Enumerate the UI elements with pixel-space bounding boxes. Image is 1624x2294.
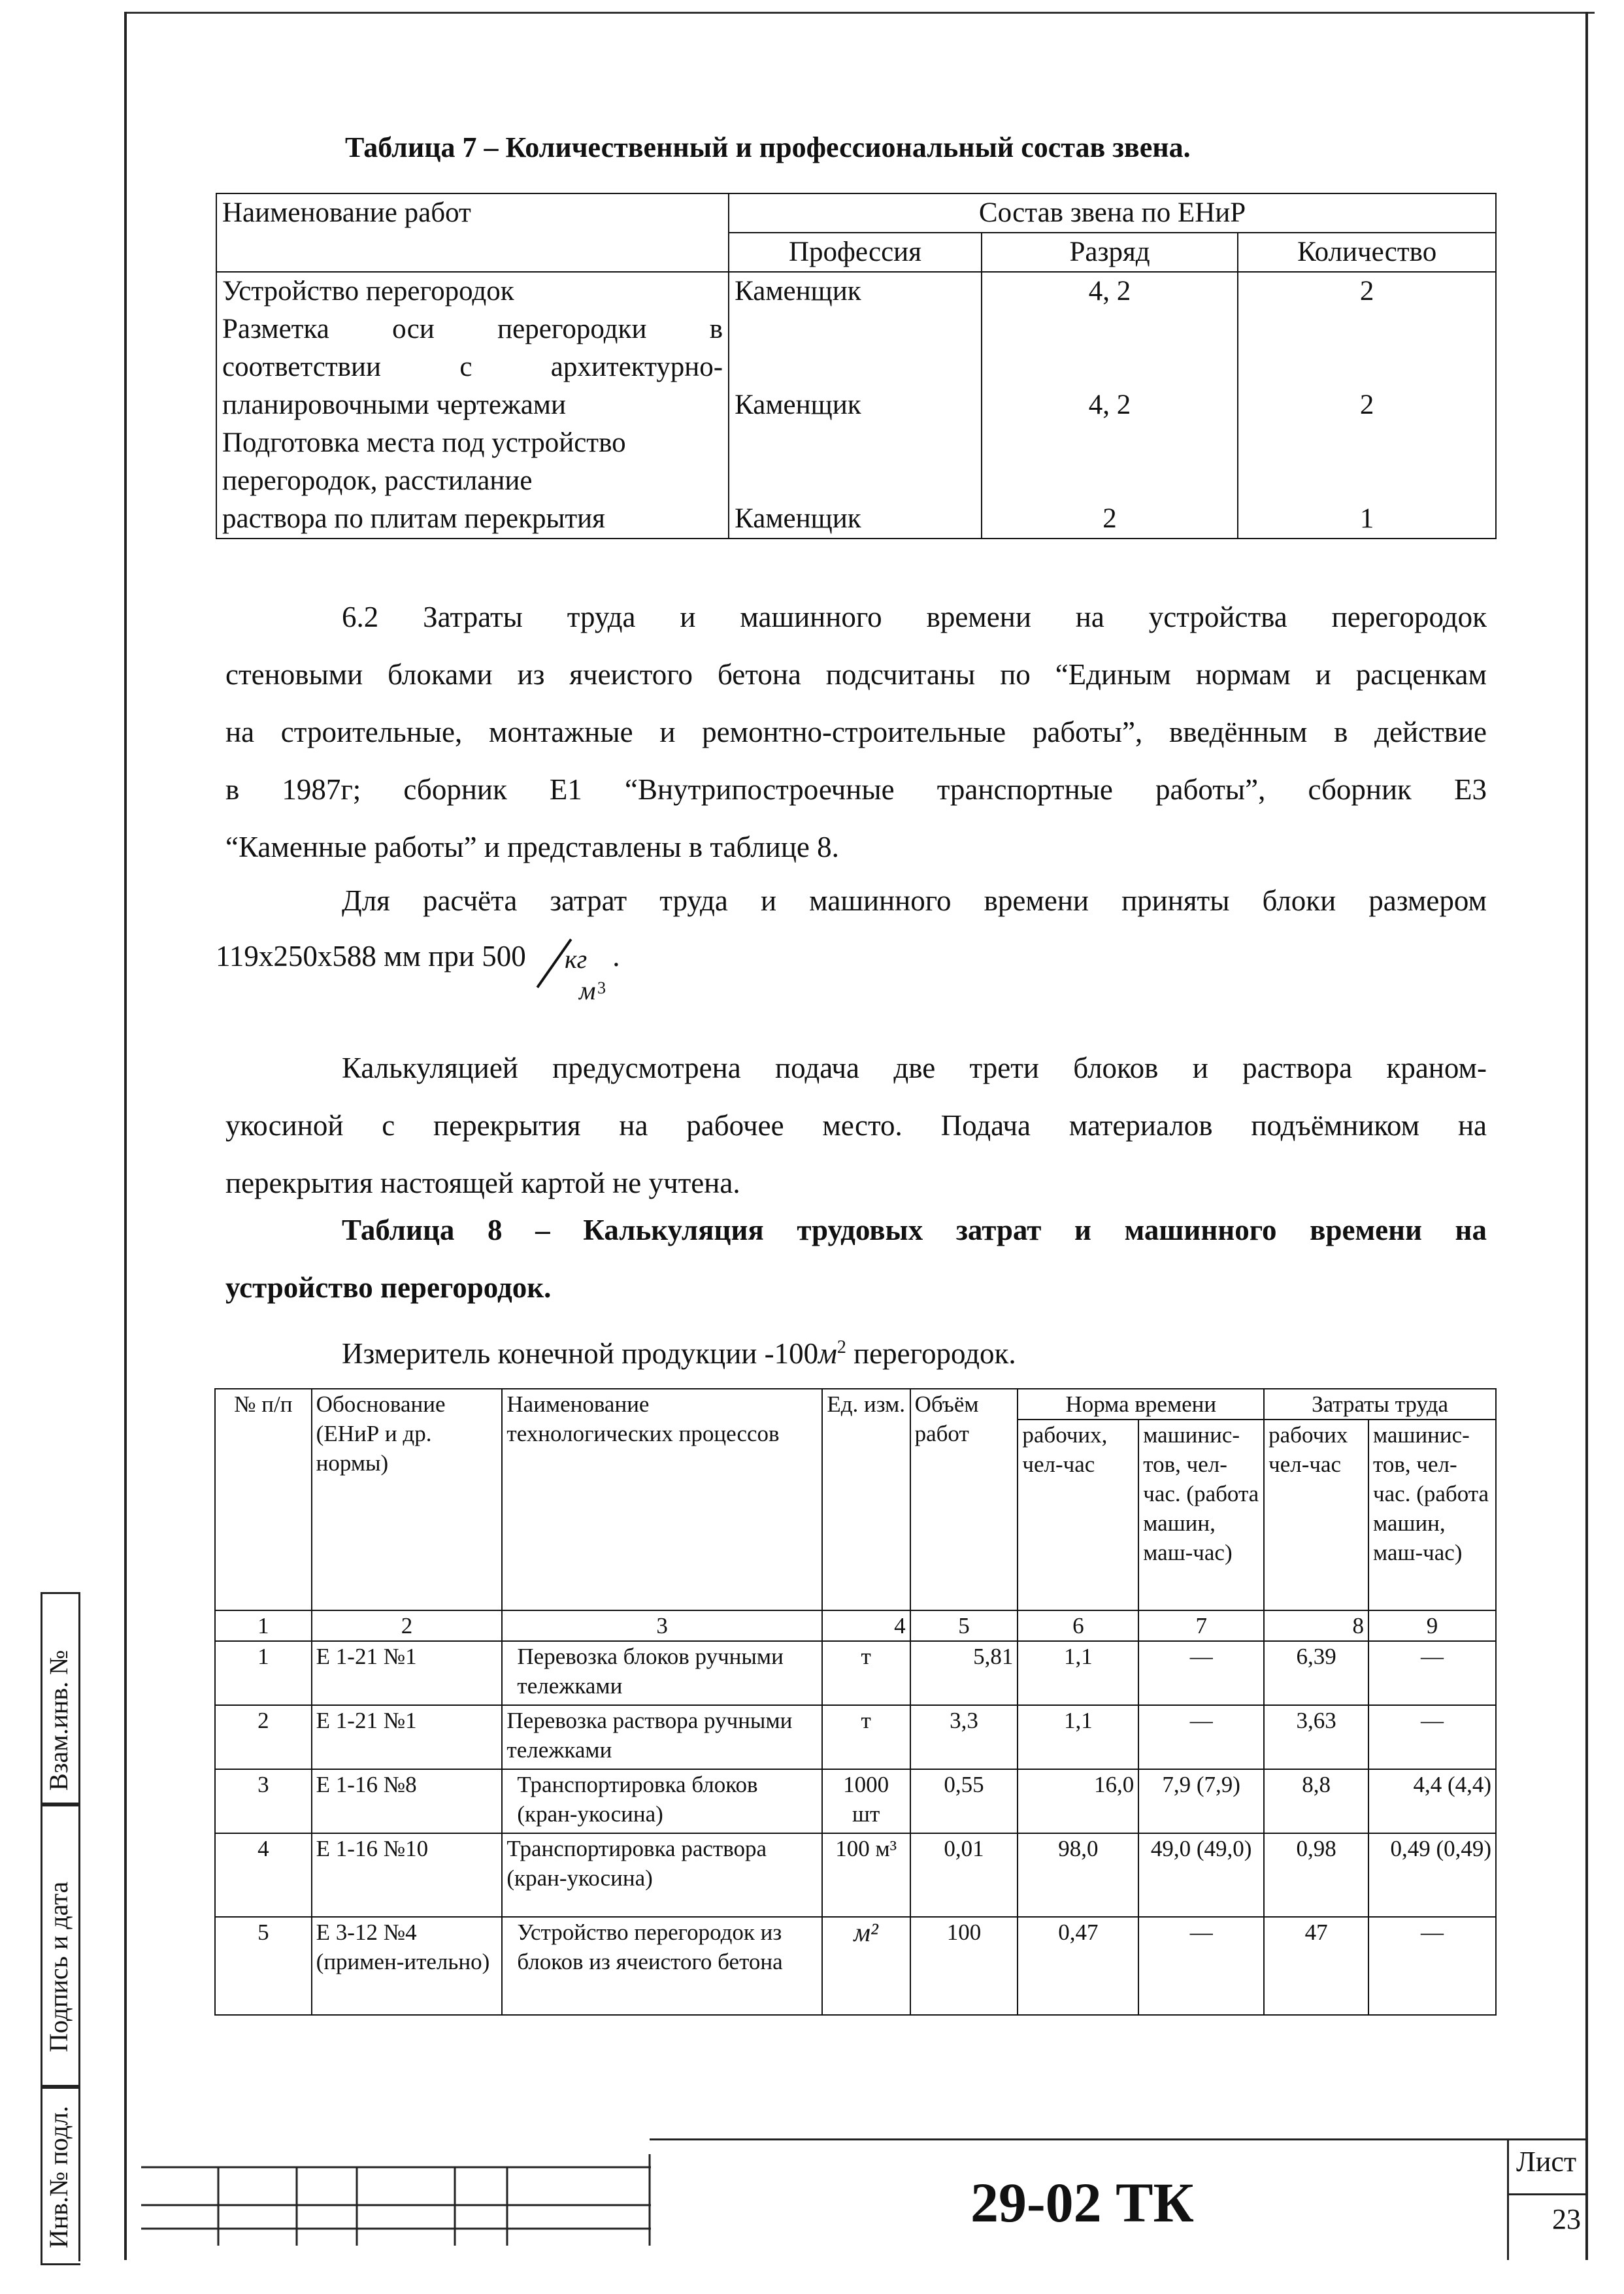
row-norm-machinists: 49,0 (49,0) [1138, 1833, 1264, 1917]
text-line: в 1987г; сборник Е1 “Внутрипостроечные транспортные работы”, сборник Е3 [225, 773, 1487, 806]
text-line: перекрытия настоящей картой не учтена. [225, 1167, 740, 1199]
row-volume: 5,81 [910, 1641, 1018, 1705]
meter-unit: м [818, 1337, 837, 1370]
row-num: 3 [215, 1769, 312, 1833]
row-cost-workers: 47 [1264, 1917, 1368, 2015]
row-name: Перевозка раствора ручными тележками [502, 1705, 821, 1769]
row-cost-workers: 8,8 [1264, 1769, 1368, 1833]
row-cost-machinists: — [1368, 1705, 1496, 1769]
row-num: 1 [215, 1641, 312, 1705]
col-number: 9 [1368, 1610, 1496, 1641]
row-basis: Е 1-21 №1 [312, 1641, 503, 1705]
table-row [215, 1705, 1496, 1769]
row-unit: т [822, 1705, 910, 1769]
table8 [214, 1388, 1497, 2016]
side-stamp-column [78, 1592, 129, 2261]
stamp-sheet-hline [1507, 2193, 1588, 2195]
unit-power: 3 [597, 978, 606, 997]
table8-title [225, 1201, 1487, 1316]
table7-head-grade: Разряд [982, 233, 1238, 272]
row-name: Устройство перегородок из блоков из ячеистого бетона [502, 1917, 821, 2015]
density-unit-fraction [533, 930, 606, 1005]
table7-head-works: Наименование работ [216, 193, 729, 272]
meter-text-end: перегородок. [853, 1337, 1016, 1370]
row-name: Транспортировка раствора (кран-укосина) [502, 1833, 821, 1917]
table7-count: 2 [1359, 390, 1374, 420]
stamp-top-line [650, 2138, 1588, 2140]
meter-power: 2 [837, 1337, 846, 1357]
table7-row [216, 272, 1496, 539]
text-line: Для расчёта затрат труда и машинного времени приняты блоки размером [342, 884, 1487, 917]
row-volume: 3,3 [910, 1705, 1018, 1769]
row-norm-workers: 1,1 [1018, 1705, 1138, 1769]
paragraph-calculation [225, 1039, 1487, 1212]
row-cost-workers: 3,63 [1264, 1705, 1368, 1769]
table7 [216, 193, 1497, 539]
row-num: 5 [215, 1917, 312, 2015]
table-row [215, 1833, 1496, 1917]
table7-work: соответствии с архитектурно- [222, 352, 723, 382]
col-number: 2 [312, 1610, 503, 1641]
row-norm-machinists: — [1138, 1705, 1264, 1769]
col-number: 4 [822, 1610, 910, 1641]
row-cost-workers: 0,98 [1264, 1833, 1368, 1917]
table8-head-norm-workers: рабочих, чел-час [1018, 1420, 1138, 1610]
row-unit: т [822, 1641, 910, 1705]
table7-work: Подготовка места под устройство [222, 427, 626, 458]
row-volume: 0,55 [910, 1769, 1018, 1833]
text-line: стеновыми блоками из ячеистого бетона подсчитаны по “Единым нормам и расценкам [225, 658, 1487, 691]
table8-head-volume: Объём работ [910, 1389, 1018, 1610]
table7-grade: 2 [1102, 503, 1117, 534]
text-line: 6.2 Затраты труда и машинного времени на устройства перегородок [342, 601, 1487, 633]
table8-head-unit: Ед. изм. [822, 1389, 910, 1610]
row-norm-workers: 1,1 [1018, 1641, 1138, 1705]
table7-work: перегородок, расстилание [222, 465, 533, 496]
row-basis: Е 1-16 №8 [312, 1769, 503, 1833]
row-volume: 100 [910, 1917, 1018, 2015]
table7-head-group: Состав звена по ЕНиР [729, 193, 1496, 233]
row-cost-machinists: 0,49 (0,49) [1368, 1833, 1496, 1917]
row-norm-workers: 16,0 [1018, 1769, 1138, 1833]
unit-denominator: м [578, 975, 596, 1005]
row-num: 4 [215, 1833, 312, 1917]
block-size-line [216, 927, 620, 1005]
table7-grade: 4, 2 [1088, 276, 1131, 307]
text-line: “Каменные работы” и представлены в таблице 8. [225, 831, 839, 863]
table7-count: 1 [1359, 503, 1374, 534]
paragraph-6-2 [225, 588, 1487, 876]
sheet-number: 23 [1552, 2203, 1581, 2235]
row-name: Перевозка блоков ручными тележками [502, 1641, 821, 1705]
table-row [215, 1917, 1496, 2015]
row-cost-machinists: — [1368, 1917, 1496, 2015]
table8-head-norm: Норма времени [1018, 1389, 1264, 1420]
table8-head-cost: Затраты труда [1264, 1389, 1496, 1420]
row-cost-workers: 6,39 [1264, 1641, 1368, 1705]
col-number: 8 [1264, 1610, 1368, 1641]
table7-work: Устройство перегородок [222, 276, 514, 307]
frame-right-border [1585, 12, 1588, 2260]
col-number: 7 [1138, 1610, 1264, 1641]
table7-count: 2 [1359, 276, 1374, 307]
table8-head-num: № п/п [215, 1389, 312, 1610]
table8-head-cost-machinists: машинис-тов, чел-час. (работа машин, маш-час) [1368, 1420, 1496, 1610]
row-unit: м² [822, 1917, 910, 2015]
sheet-label: Лист [1516, 2146, 1577, 2178]
col-number: 3 [502, 1610, 821, 1641]
table7-prof: Каменщик [735, 503, 861, 534]
row-unit: 1000 шт [822, 1769, 910, 1833]
table7-head-count: Количество [1238, 233, 1496, 272]
table7-title: Таблица 7 – Количественный и профессиональный состав звена. [345, 131, 1191, 163]
table7-head-prof: Профессия [729, 233, 982, 272]
meter-line [342, 1322, 1016, 1380]
row-norm-workers: 0,47 [1018, 1917, 1138, 2015]
row-basis: Е 1-21 №1 [312, 1705, 503, 1769]
table7-work: раствора по плитам перекрытия [222, 503, 605, 534]
row-unit: 100 м³ [822, 1833, 910, 1917]
row-norm-machinists: — [1138, 1917, 1264, 2015]
row-cost-machinists: — [1368, 1641, 1496, 1705]
frame-top-border [124, 12, 1595, 14]
table7-work: Разметка оси перегородки в [222, 314, 723, 344]
row-volume: 0,01 [910, 1833, 1018, 1917]
text-line: 119х250х588 мм при 500 [216, 940, 526, 972]
row-num: 2 [215, 1705, 312, 1769]
row-name: Транспортировка блоков (кран-укосина) [502, 1769, 821, 1833]
col-number: 5 [910, 1610, 1018, 1641]
side-label-zam: Взам.инв. № [44, 1650, 73, 1791]
stamp-sheet-divider [1507, 2138, 1509, 2260]
text-line: на строительные, монтажные и ремонтно-строительные работы”, введённым в действие [225, 716, 1487, 748]
stamp-grid [141, 2154, 651, 2246]
row-basis: Е 1-16 №10 [312, 1833, 503, 1917]
row-basis: Е 3-12 №4 (примен-ительно) [312, 1917, 503, 2015]
row-norm-workers: 98,0 [1018, 1833, 1138, 1917]
text-period: . [612, 940, 620, 972]
table-row [215, 1769, 1496, 1833]
table7-grade: 4, 2 [1088, 390, 1131, 420]
table7-prof: Каменщик [735, 276, 861, 307]
side-label-sign: Подпись и дата [44, 1881, 73, 2052]
table8-col-numbers [215, 1610, 1496, 1641]
col-number: 1 [215, 1610, 312, 1641]
row-norm-machinists: — [1138, 1641, 1264, 1705]
text-line: Калькуляцией предусмотрена подача две трети блоков и раствора краном- [342, 1052, 1487, 1084]
row-norm-machinists: 7,9 (7,9) [1138, 1769, 1264, 1833]
row-cost-machinists: 4,4 (4,4) [1368, 1769, 1496, 1833]
col-number: 6 [1018, 1610, 1138, 1641]
table8-head-cost-workers: рабочих чел-час [1264, 1420, 1368, 1610]
meter-text: Измеритель конечной продукции -100 [342, 1337, 819, 1370]
paragraph-block-size [225, 872, 1487, 929]
text-line: укосиной с перекрытия на рабочее место. Подача материалов подъёмником на [225, 1109, 1487, 1142]
document-code: 29-02 ТК [970, 2171, 1194, 2234]
side-label-inv: Инв.№ подл. [44, 2106, 73, 2248]
table7-work: планировочными чертежами [222, 390, 567, 420]
table8-head-norm-machinists: машинис-тов, чел-час. (работа машин, маш-час) [1138, 1420, 1264, 1610]
table8-head-basis: Обоснование (ЕНиР и др. нормы) [312, 1389, 503, 1610]
table8-title-line: Таблица 8 – Калькуляция трудовых затрат и машинного времени на [342, 1214, 1487, 1246]
table8-head-name: Наименование технологических процессов [502, 1389, 821, 1610]
unit-numerator: кг [564, 944, 588, 974]
table7-prof: Каменщик [735, 390, 861, 420]
table8-title-line: устройство перегородок. [225, 1271, 552, 1304]
table-row [215, 1641, 1496, 1705]
